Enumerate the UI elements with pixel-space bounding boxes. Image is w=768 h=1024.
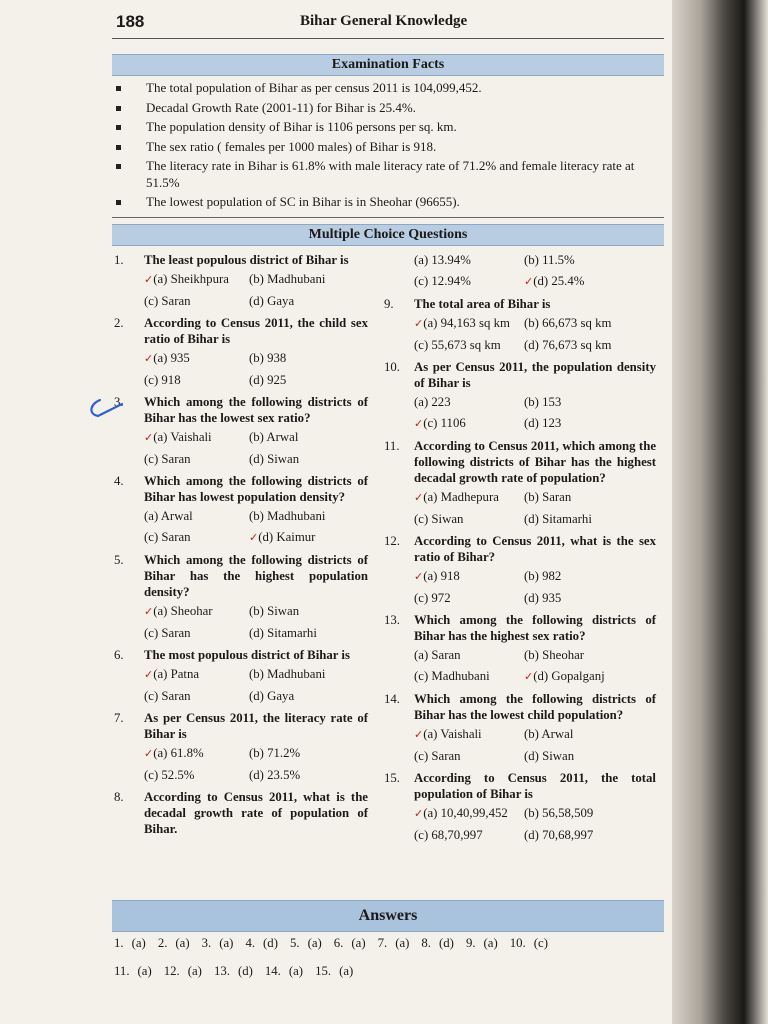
option: (d) 935 <box>524 591 562 605</box>
option: (c) Saran <box>144 689 191 703</box>
option: (c) 55,673 sq km <box>414 338 501 352</box>
check-mark-icon: ✓ <box>144 747 154 760</box>
check-mark-icon: ✓ <box>524 670 534 683</box>
question-text: The least populous district of Bihar is <box>144 253 349 267</box>
answer-number: 7. <box>377 936 388 950</box>
question-14 <box>384 691 656 764</box>
answer-number: 2. <box>157 936 168 950</box>
option: (d) 23.5% <box>249 768 301 782</box>
facts-heading-band <box>112 54 664 76</box>
question-15 <box>384 770 656 843</box>
option: (c) Saran <box>144 452 191 466</box>
answer-number: 8. <box>421 936 432 950</box>
question-2 <box>114 315 368 388</box>
answer-option: (a) <box>219 936 234 950</box>
question-number: 2. <box>114 316 124 330</box>
question-number: 13. <box>384 613 400 627</box>
question-text: As per Census 2011, the literacy rate of Bihar is <box>144 711 368 741</box>
option: (a) Saran <box>414 648 461 662</box>
question-11 <box>384 438 656 527</box>
question-8 <box>114 789 368 837</box>
right-column <box>384 252 656 843</box>
answer-option: (a) <box>137 964 152 978</box>
option: (c) 972 <box>414 591 451 605</box>
answer-number: 4. <box>245 936 256 950</box>
question-number: 1. <box>114 253 124 267</box>
option: (d) Sitamarhi <box>249 626 317 640</box>
question-text: The most populous district of Bihar is <box>144 648 350 662</box>
question-text: Which among the following districts of Bihar has the lowest child population? <box>414 692 656 722</box>
option: (c) Madhubani <box>414 669 490 683</box>
page-number: 188 <box>116 12 145 31</box>
bullet-icon <box>116 125 121 130</box>
question-8-options <box>384 252 656 290</box>
check-mark-icon: ✓ <box>144 273 154 286</box>
answer-number: 1. <box>114 936 124 950</box>
answer-number: 10. <box>509 936 526 950</box>
question-text: The total area of Bihar is <box>414 297 551 311</box>
bullet-icon <box>116 86 121 91</box>
check-mark-icon: ✓ <box>414 570 424 583</box>
answer-option: (a) <box>483 936 498 950</box>
option: (c) 68,70,997 <box>414 828 483 842</box>
running-title: Bihar General Knowledge <box>300 13 468 29</box>
question-text: According to Census 2011, the total population of Bihar is <box>414 771 656 801</box>
question-7 <box>114 710 368 783</box>
answer-option: (d) <box>237 964 253 978</box>
answer-number: 12. <box>163 964 180 978</box>
option: (b) 71.2% <box>249 746 301 760</box>
question-9 <box>384 296 656 353</box>
question-number: 3. <box>114 395 124 409</box>
fact-item: The literacy rate in Bihar is 61.8% with male literacy rate of 71.2% and female literacy rate at 51.5% <box>114 158 664 191</box>
question-number: 6. <box>114 648 124 662</box>
option: (d) Siwan <box>249 452 300 466</box>
header-rule <box>112 38 664 39</box>
answer-option: (a) <box>307 936 322 950</box>
option: ✓(c) 1106 <box>414 416 466 430</box>
question-text: According to Census 2011, the child sex ratio of Bihar is <box>144 316 368 346</box>
left-column <box>114 252 368 837</box>
check-mark-icon: ✓ <box>144 668 154 681</box>
answers-row-1 <box>114 936 560 951</box>
fact-item: Decadal Growth Rate (2001-11) for Bihar is 25.4%. <box>114 100 664 117</box>
option: (d) Siwan <box>524 749 575 763</box>
answer-number: 9. <box>465 936 476 950</box>
question-number: 12. <box>384 534 400 548</box>
check-mark-icon: ✓ <box>414 317 424 330</box>
fact-item: The sex ratio ( females per 1000 males) of Bihar is 918. <box>114 139 664 156</box>
option: ✓(a) Vaishali <box>144 430 212 444</box>
option: (c) 12.94% <box>414 274 471 288</box>
question-number: 15. <box>384 771 400 785</box>
fact-item: The population density of Bihar is 1106 persons per sq. km. <box>114 119 664 136</box>
check-mark-icon: ✓ <box>144 605 154 618</box>
option: (d) Gaya <box>249 294 295 308</box>
option: (b) Sheohar <box>524 648 585 662</box>
check-mark-icon: ✓ <box>414 417 424 430</box>
question-10 <box>384 359 656 432</box>
fact-item: The lowest population of SC in Bihar is in Sheohar (96655). <box>114 194 664 211</box>
section-rule <box>112 217 664 218</box>
option: (c) Saran <box>144 530 191 544</box>
option: (a) 223 <box>414 395 451 409</box>
question-number: 4. <box>114 474 124 488</box>
option: ✓(a) Vaishali <box>414 727 482 741</box>
option: ✓(a) 61.8% <box>144 746 204 760</box>
mcq-heading-band <box>112 224 664 246</box>
answer-number: 14. <box>264 964 281 978</box>
question-3 <box>114 394 368 467</box>
option: (d) Gaya <box>249 689 295 703</box>
facts-list <box>114 80 664 214</box>
question-13 <box>384 612 656 685</box>
option: ✓(a) Patna <box>144 667 200 681</box>
question-text: Which among the following districts of Bihar has lowest population density? <box>144 474 368 504</box>
option: (b) Madhubani <box>249 272 326 286</box>
option: (b) Saran <box>524 490 572 504</box>
question-number: 14. <box>384 692 400 706</box>
option: (d) 76,673 sq km <box>524 338 612 352</box>
question-text: According to Census 2011, what is the sex ratio of Bihar? <box>414 534 656 564</box>
answer-number: 15. <box>315 964 332 978</box>
question-4 <box>114 473 368 546</box>
option: (d) Sitamarhi <box>524 512 592 526</box>
answer-option: (d) <box>263 936 278 950</box>
option: (c) Saran <box>144 626 191 640</box>
option: ✓(a) Madhepura <box>414 490 499 504</box>
answer-number: 6. <box>333 936 344 950</box>
question-text: According to Census 2011, which among the following districts of Bihar has the highest decadal growth rate of population? <box>414 439 656 485</box>
option: ✓(d) 25.4% <box>524 274 585 288</box>
check-mark-icon: ✓ <box>144 352 154 365</box>
answer-option: (d) <box>439 936 454 950</box>
answer-option: (c) <box>533 936 548 950</box>
answer-option: (a) <box>131 936 146 950</box>
question-number: 10. <box>384 360 400 374</box>
option: (c) Siwan <box>414 512 464 526</box>
check-mark-icon: ✓ <box>414 728 424 741</box>
question-number: 9. <box>384 297 394 311</box>
question-text: Which among the following districts of Bihar has the lowest sex ratio? <box>144 395 368 425</box>
question-1 <box>114 252 368 309</box>
answer-number: 3. <box>201 936 212 950</box>
answer-number: 5. <box>289 936 300 950</box>
option: (a) 13.94% <box>414 253 471 267</box>
option: (b) 11.5% <box>524 253 575 267</box>
question-number: 8. <box>114 790 124 804</box>
facts-heading: Examination Facts <box>331 57 445 72</box>
question-number: 5. <box>114 553 124 567</box>
question-number: 7. <box>114 711 124 725</box>
option: (a) Arwal <box>144 509 193 523</box>
option: (b) 56,58,509 <box>524 806 594 820</box>
answers-row-2 <box>114 964 365 979</box>
option: (b) Arwal <box>524 727 574 741</box>
question-12 <box>384 533 656 606</box>
option: (c) 52.5% <box>144 768 195 782</box>
question-5 <box>114 552 368 641</box>
option: (d) 123 <box>524 416 562 430</box>
question-text: Which among the following districts of Bihar has the highest population density? <box>144 553 368 599</box>
check-mark-icon: ✓ <box>249 531 259 544</box>
bullet-icon <box>116 145 121 150</box>
answer-number: 11. <box>114 964 130 978</box>
answer-option: (a) <box>395 936 410 950</box>
option: ✓(a) 935 <box>144 351 190 365</box>
question-6 <box>114 647 368 704</box>
question-text: Which among the following districts of Bihar has the highest sex ratio? <box>414 613 656 643</box>
option: (c) Saran <box>414 749 461 763</box>
option: (b) Siwan <box>249 604 300 618</box>
bullet-icon <box>116 200 121 205</box>
answers-heading-band <box>112 900 664 932</box>
option: (b) 153 <box>524 395 562 409</box>
option: (b) Madhubani <box>249 509 326 523</box>
option: (d) 70,68,997 <box>524 828 594 842</box>
answer-option: (a) <box>288 964 304 978</box>
option: (b) Madhubani <box>249 667 326 681</box>
option: ✓(a) Sheohar <box>144 604 213 618</box>
check-mark-icon: ✓ <box>144 431 154 444</box>
option: (b) 982 <box>524 569 562 583</box>
answer-option: (a) <box>351 936 366 950</box>
answer-option: (a) <box>187 964 202 978</box>
option: ✓(a) Sheikhpura <box>144 272 229 286</box>
answer-number: 13. <box>213 964 230 978</box>
check-mark-icon: ✓ <box>414 807 424 820</box>
option: (b) 938 <box>249 351 287 365</box>
option: (c) 918 <box>144 373 181 387</box>
bullet-icon <box>116 164 121 169</box>
answer-option: (a) <box>339 964 354 978</box>
answers-heading: Answers <box>358 907 418 924</box>
option: ✓(a) 10,40,99,452 <box>414 806 508 820</box>
book-spine-shadow <box>672 0 768 1024</box>
question-text: As per Census 2011, the population density of Bihar is <box>414 360 656 390</box>
option: (b) 66,673 sq km <box>524 316 612 330</box>
check-mark-icon: ✓ <box>524 275 534 288</box>
option: ✓(a) 94,163 sq km <box>414 316 510 330</box>
question-text: According to Census 2011, what is the decadal growth rate of population of Bihar. <box>144 790 368 836</box>
bullet-icon <box>116 106 121 111</box>
option: (c) Saran <box>144 294 191 308</box>
pen-scribble-icon <box>86 398 126 422</box>
option: (b) Arwal <box>249 430 299 444</box>
option: (d) 925 <box>249 373 287 387</box>
answer-option: (a) <box>175 936 190 950</box>
option: ✓(d) Gopalganj <box>524 669 605 683</box>
option: ✓(a) 918 <box>414 569 460 583</box>
fact-item: The total population of Bihar as per census 2011 is 104,099,452. <box>114 80 664 97</box>
question-number: 11. <box>384 439 400 453</box>
mcq-heading: Multiple Choice Questions <box>308 227 468 242</box>
check-mark-icon: ✓ <box>414 491 424 504</box>
option: ✓(d) Kaimur <box>249 530 316 544</box>
